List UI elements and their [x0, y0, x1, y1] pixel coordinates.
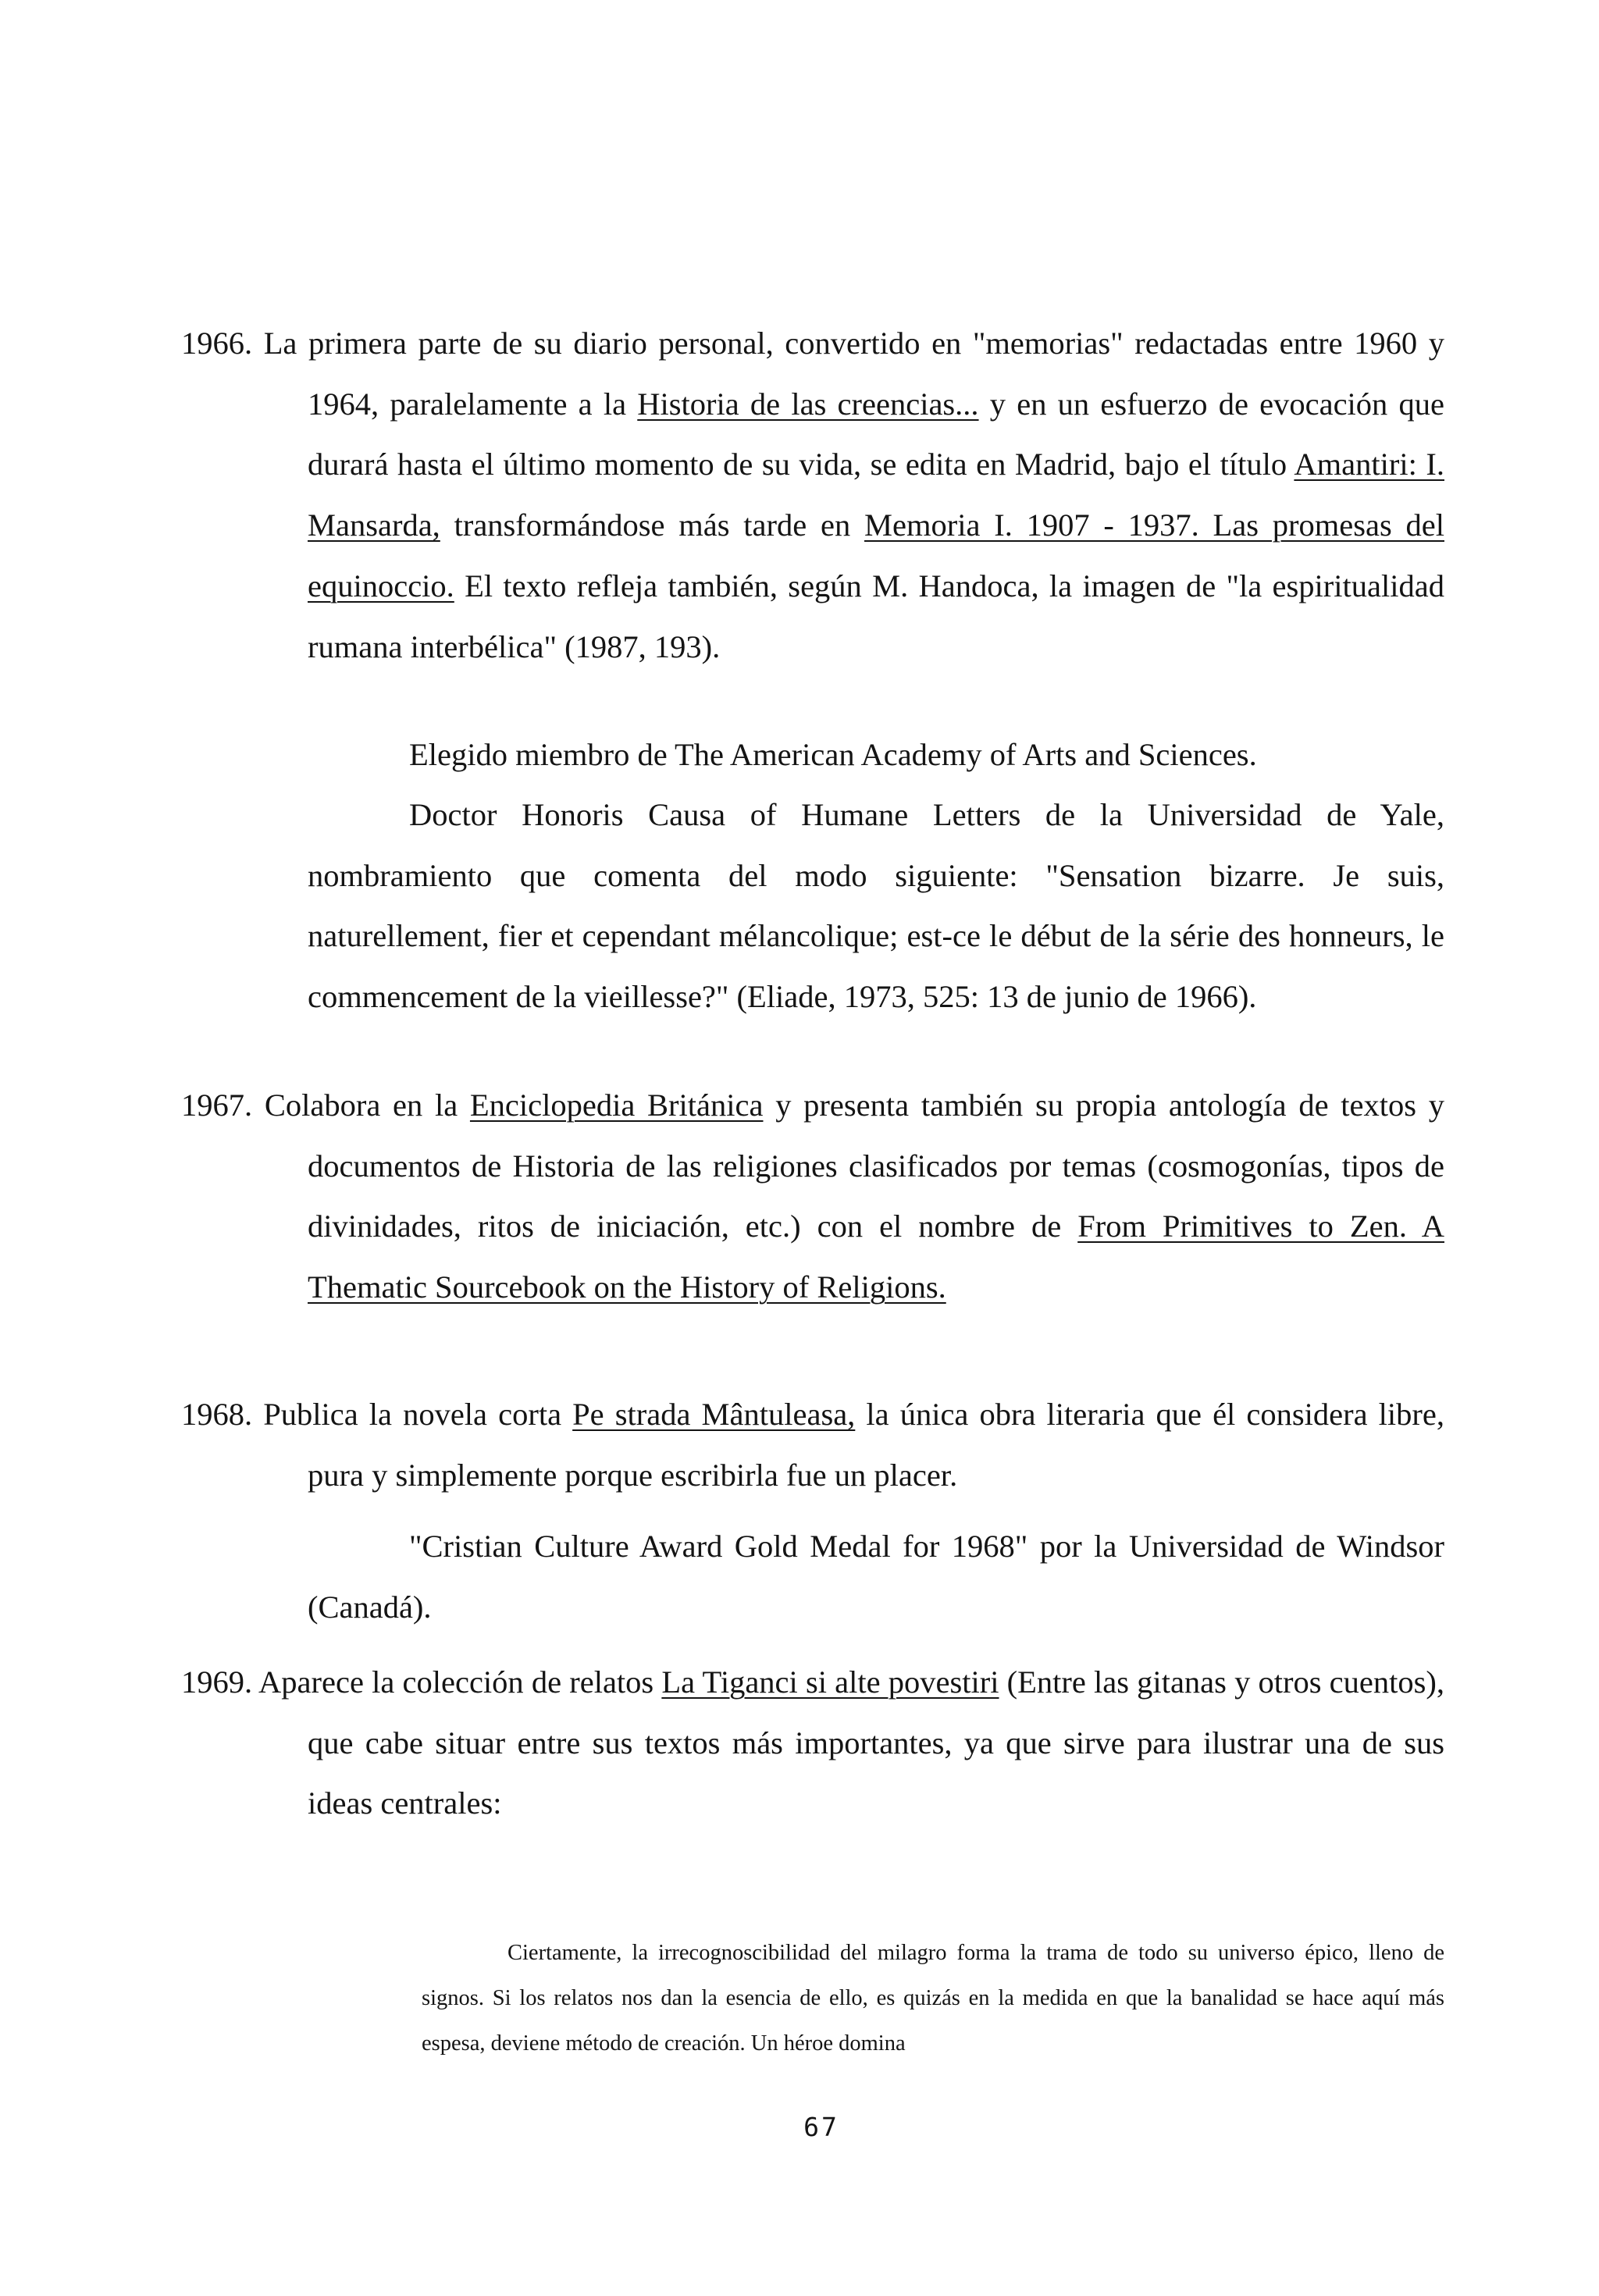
year-1967: 1967. — [181, 1087, 253, 1123]
honoris-causa-paragraph: Doctor Honoris Causa of Humane Letters de la Universidad de Yale, nombramiento que comenta del modo siguiente: "Sensation bizarre. Je suis, naturellement, fier et cependant mélancolique; est-ce le début de la série des honneurs, le commencement de la vieillesse?" (Eliade, 1973, 525: 13 de junio de 1966). — [308, 797, 1444, 1015]
entry-1969-text-a: Aparece la colección de relatos — [252, 1664, 662, 1700]
award-paragraph: "Cristian Culture Award Gold Medal for 1968" por la Universidad de Windsor (Canadá). — [308, 1529, 1444, 1625]
title-pe-strada-mantuleasa: Pe strada Mântuleasa, — [572, 1397, 856, 1432]
entry-1967-text-b: y presenta también su propia antología de textos y documentos de Historia de las religiones clasificados por temas (cosmogonías, tipos de divinidades, ritos de iniciación, etc.) con el nombre de — [308, 1087, 1444, 1244]
entry-1966-text-d: El texto refleja también, según M. Handoca, la imagen de "la espiritualidad rumana interbélica" (1987, 193). — [308, 568, 1444, 664]
entry-1966 — [181, 313, 1444, 677]
title-memoria: Memoria I. 1907 - 1937. Las promesas del equinoccio. — [308, 507, 1444, 603]
entry-1969 — [181, 1652, 1444, 1834]
entry-1968-text-b: la única obra literaria que él considera libre, pura y simplemente porque escribirla fue un placer. — [308, 1397, 1444, 1493]
entry-1967-text-a: Colabora en la — [252, 1087, 470, 1123]
year-1969: 1969. — [181, 1664, 253, 1700]
block-quote: Ciertamente, la irrecognoscibilidad del milagro forma la trama de todo su universo épico, lleno de signos. Si los relatos nos dan la esencia de ello, es quizás en la medida en que la banalidad se hace aquí más espesa, deviene método de creación. Un héroe domina — [422, 1941, 1444, 2056]
year-1968: 1968. — [181, 1397, 253, 1432]
entry-1966-text-b: y en un esfuerzo de evocación que durará hasta el último momento de su vida, se edita en Madrid, bajo el título — [308, 386, 1444, 482]
title-from-primitives-to-zen: From Primitives to Zen. A Thematic Sourcebook on the History of Religions. — [308, 1209, 1444, 1305]
entry-1966-text-c: transformándose más tarde en — [440, 507, 864, 543]
entry-1966-text-a: La primera parte de su diario personal, convertido en "memorias" redactadas entre 1960 y 1964, paralelamente a la — [252, 326, 1444, 422]
entry-1968-text-a: Publica la novela corta — [252, 1397, 573, 1432]
academy-paragraph: Elegido miembro de The American Academy of Arts and Sciences. — [409, 737, 1257, 772]
page-number: 67 — [803, 2112, 839, 2142]
title-historia-creencias: Historia de las creencias... — [637, 386, 979, 422]
entry-1967 — [181, 1075, 1444, 1318]
entry-1968 — [181, 1384, 1444, 1505]
title-la-tiganci: La Tiganci si alte povestiri — [661, 1664, 999, 1700]
title-amantiri: Amantiri: I. Mansarda, — [308, 447, 1444, 543]
year-1966: 1966. — [181, 326, 253, 361]
entry-1969-text-b: (Entre las gitanas y otros cuentos), que cabe situar entre sus textos más importantes, ya que sirve para ilustrar una de sus ideas centrales: — [308, 1664, 1444, 1821]
title-enciclopedia-britanica: Enciclopedia Británica — [469, 1087, 764, 1123]
